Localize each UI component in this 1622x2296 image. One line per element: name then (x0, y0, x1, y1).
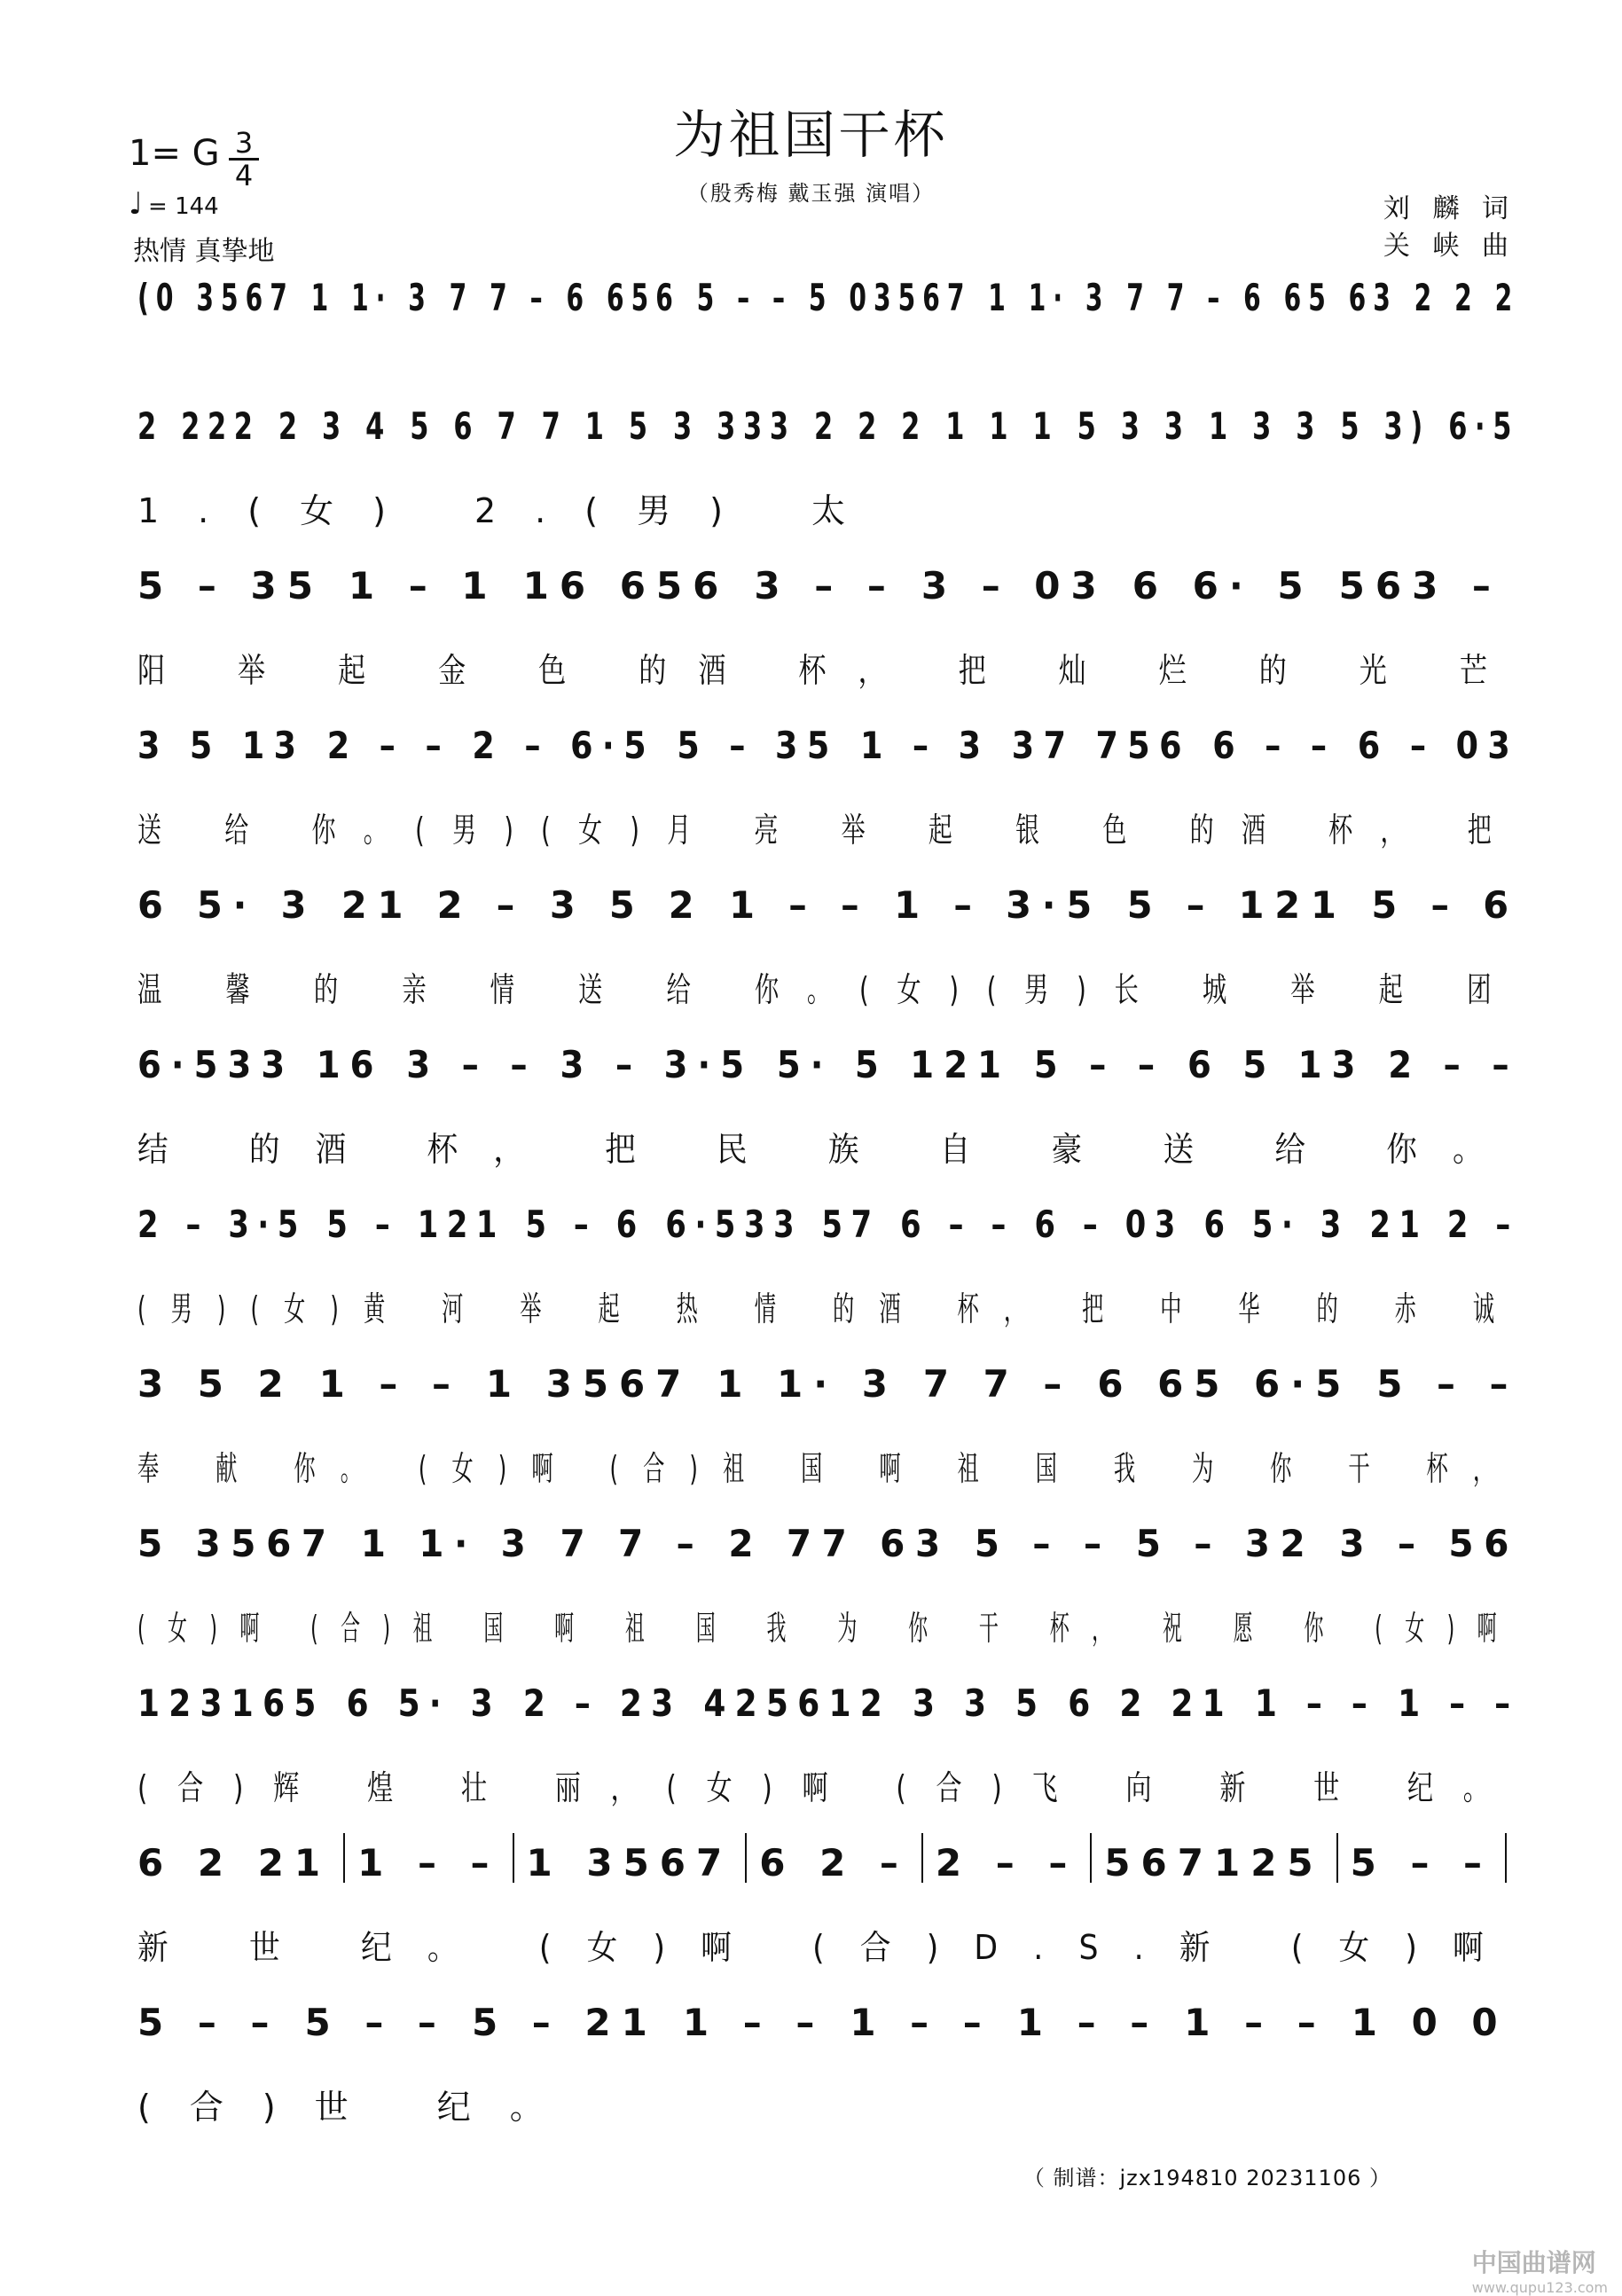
tempo-marking (129, 186, 219, 222)
score-system (137, 266, 1519, 408)
lyrics-line: (合)辉 煌 壮 丽，(女)啊 (合)飞 向 新 世 纪。 (137, 1768, 1519, 1807)
singers: （殷秀梅 戴玉强 演唱） (686, 181, 936, 206)
lyrics-line: 阳 举 起 金 色 的酒 杯， 把 灿 烂 的 光 芒 (137, 651, 1519, 690)
score-system (137, 395, 1519, 537)
measure: 37 756 (1011, 724, 1191, 767)
measure: 6 – – (1212, 724, 1336, 767)
credits (1383, 191, 1516, 265)
measure: 5· 5 121 (776, 1043, 1011, 1086)
measure: 1 – – (850, 2001, 992, 2044)
measure: 7 7 – (560, 1522, 705, 1565)
lyrics-line: (男)(女)黄 河 举 起 热 情 的酒 杯， 把 中 华 的 赤 诚 (137, 1289, 1520, 1328)
barline (1090, 1833, 1092, 1883)
notes-line (137, 266, 1520, 319)
lyrics-line: 奉 献 你。 (女)啊 (合)祖 国 啊 祖 国 我 为 你 干 杯， (137, 1449, 1520, 1488)
measure: 1 1· 3 (988, 276, 1110, 319)
measure: 1 – – (1398, 1681, 1520, 1725)
measure: 5 3) (1340, 404, 1430, 448)
measure: 5 03567 (808, 276, 972, 319)
measure: 6 2 – (759, 1841, 909, 1885)
measure: 3 – 03 (921, 564, 1108, 607)
key-signature: 1= G (129, 133, 220, 174)
measure: 123165 (137, 1681, 325, 1725)
measure: 1 – – (318, 1362, 461, 1406)
score-title: 为祖国干杯 (673, 105, 949, 165)
measure: 2 2 2 (1414, 276, 1520, 319)
notes-line (137, 395, 1520, 448)
measure: 5 – – (137, 2001, 280, 2044)
measure: 1 3567 (526, 1841, 733, 1885)
measure: 5 – 21 (471, 2001, 658, 2044)
measure: 1 – – (729, 883, 870, 927)
lyrics-line: (女)啊 (合)祖 国 啊 祖 国 我 为 你 干 杯， 祝 愿 你 (女)啊 (137, 1609, 1520, 1648)
measure: 3 – – (754, 564, 897, 607)
measure: 5 – 35 (677, 724, 839, 767)
measure: 2 2 2 (813, 404, 929, 448)
measure: 5 3567 (137, 1522, 337, 1565)
barline (343, 1833, 345, 1883)
measure: 6 – 03 (1034, 1203, 1184, 1246)
score-system (137, 1831, 1519, 1973)
measure: 1 1· 3 (360, 1522, 537, 1565)
barline (513, 1833, 514, 1883)
measure: 3 5 2 (549, 883, 705, 927)
measure: 6 65 63 (1243, 276, 1398, 319)
measure: 6 5· 3 (137, 883, 317, 927)
measure: 5 – – (1350, 1841, 1493, 1885)
composer: 关 峡 曲 (1383, 231, 1516, 262)
lyrics-line: (合)世 纪。 (137, 2088, 583, 2127)
meter-top: 3 (234, 126, 254, 160)
score-system (137, 1512, 1519, 1654)
measure: 2 – 6·5 (472, 724, 656, 767)
measure: 6 2 21 (1068, 1681, 1234, 1725)
score-system (137, 1672, 1519, 1814)
measure: 3 – 3·5 (560, 1043, 755, 1086)
score-system (137, 1352, 1519, 1494)
score-system (137, 714, 1519, 856)
measure: 6 6· 5 (1132, 564, 1314, 607)
measure: 2 – 23 (522, 1681, 683, 1725)
measure: 3 5 13 (137, 724, 306, 767)
measure: 2 222 (137, 404, 261, 448)
measure: 1 1 1 (945, 404, 1060, 448)
lyrics-line: 温 馨 的 亲 情 送 给 你。(女)(男)长 城 举 起 团 (137, 970, 1520, 1009)
measure: 2 – – (326, 724, 451, 767)
measure: 2 – 3·5 (137, 1203, 307, 1246)
measure: 7 1 5 (541, 404, 655, 448)
score-system (137, 874, 1519, 1015)
measure: 1 – – (1016, 2001, 1160, 2044)
measure: 6 5· 3 (1203, 1203, 1350, 1246)
measure: 5 – 6 (1371, 883, 1519, 927)
measure: 563 – (1338, 564, 1501, 607)
watermark (1472, 2244, 1608, 2296)
measure: 5 – – (696, 276, 793, 319)
measure: 6 5 13 (1187, 1043, 1366, 1086)
measure: 2 3 4 (278, 404, 393, 448)
measure: 7 7 – (449, 276, 550, 319)
measure: 5 – 32 (1135, 1522, 1316, 1565)
watermark-url: www.qupu123.com (1471, 2279, 1608, 2296)
notes-line (137, 1512, 1520, 1565)
measure: 3 5 2 (137, 1362, 294, 1406)
measure: 1 – – (1254, 1681, 1377, 1725)
measure: 1 3567 (485, 1362, 693, 1406)
measure: 5 – 121 (326, 1203, 505, 1246)
measure: 3 – – (406, 1043, 537, 1086)
measure: 1 – 3 (859, 724, 991, 767)
transcriber-credit: （ 制谱：jzx194810 20231106 ） (1023, 2166, 1391, 2190)
measure: 5 – – (1376, 1362, 1519, 1406)
measure: 3 – 56 (1339, 1522, 1520, 1565)
score-system (137, 1991, 1519, 2133)
measure: 5 – – (1033, 1043, 1165, 1086)
measure: 5 6 7 (410, 404, 524, 448)
measure: 1 0 0 (1351, 2001, 1508, 2044)
measure: 6·5 (1448, 404, 1520, 448)
measure: 6 656 (566, 276, 680, 319)
measure: 1 1· 3 (310, 276, 433, 319)
notes-line (137, 1193, 1519, 1246)
measure: 5 – – (974, 1522, 1112, 1565)
measure: 5 – 6 (525, 1203, 646, 1246)
lyrics-line: 新 世 纪。 (女)啊 (合)D.S.新 (女)啊 (137, 1928, 1519, 1967)
measure: 21 2 – (341, 883, 526, 927)
barline (1336, 1833, 1338, 1883)
score-system (137, 1193, 1519, 1335)
barline (745, 1833, 747, 1883)
measure: 2 77 63 (728, 1522, 951, 1565)
measure: 16 656 (522, 564, 730, 607)
score-system (137, 554, 1519, 696)
notes-line (137, 1033, 1519, 1086)
measure: 567125 (1104, 1841, 1324, 1885)
measure: 6 5· 3 (346, 1681, 502, 1725)
score-system (137, 1033, 1519, 1175)
measure: 6 65 6·5 (1097, 1362, 1352, 1406)
measure: 7 7 – (1126, 276, 1227, 319)
meter-bottom: 4 (234, 159, 254, 192)
measure: 5 – – (304, 2001, 447, 2044)
lyrics-line: 结 的酒 杯， 把 民 族 自 豪 送 给 你。 (137, 1130, 1519, 1169)
lyrics-line: 送 给 你。(男)(女)月 亮 举 起 银 色 的酒 杯， 把 (137, 811, 1520, 850)
time-signature (229, 126, 259, 192)
watermark-name: 中国曲谱网 (1471, 2248, 1596, 2277)
measure: 21 2 – (1369, 1203, 1519, 1246)
measure: 6 – – (900, 1203, 1015, 1246)
measure: 2 – – (1388, 1043, 1519, 1086)
expression-marking: 热情 真挚地 (133, 236, 275, 267)
measure: 7 7 – (922, 1362, 1073, 1406)
measure: 1 – – (357, 1841, 500, 1885)
measure: 6·533 16 (137, 1043, 384, 1086)
measure: 2 – – (935, 1841, 1078, 1885)
tempo-value: = 144 (148, 193, 219, 220)
notes-line (137, 1352, 1517, 1406)
notes-line (137, 714, 1520, 767)
measure: 1 1· 3 (717, 1362, 898, 1406)
lyrics-line: 1.(女) 2.(男) 太 (137, 491, 884, 530)
notes-line (137, 1672, 1520, 1725)
lyricist: 刘 麟 词 (1383, 193, 1516, 224)
measure: 5 – 35 (137, 564, 324, 607)
quarter-note-icon: ♩ (129, 186, 144, 222)
notes-line (137, 554, 1519, 607)
measure: 6·533 57 (665, 1203, 881, 1246)
measure: 1 – 3·5 (894, 883, 1103, 927)
measure: 1 – – (1184, 2001, 1327, 2044)
measure: 3 333 (673, 404, 796, 448)
measure: 5 3 3 (1077, 404, 1191, 448)
barline (1505, 1833, 1507, 1883)
notes-line (137, 1991, 1519, 2044)
measure: (0 3567 (137, 276, 294, 319)
measure: 1 – – (682, 2001, 826, 2044)
notes-line (137, 874, 1519, 927)
measure: 1 – 1 (348, 564, 498, 607)
measure: 6 2 21 (137, 1841, 332, 1885)
measure: 1 3 3 (1209, 404, 1323, 448)
measure: 6 – 03 (1357, 724, 1520, 767)
measure: 5 – 121 (1126, 883, 1347, 927)
measure: 425612 (703, 1681, 891, 1725)
notes-line (137, 1831, 1519, 1885)
barline (921, 1833, 923, 1883)
measure: 3 3 5 (912, 1681, 1047, 1725)
